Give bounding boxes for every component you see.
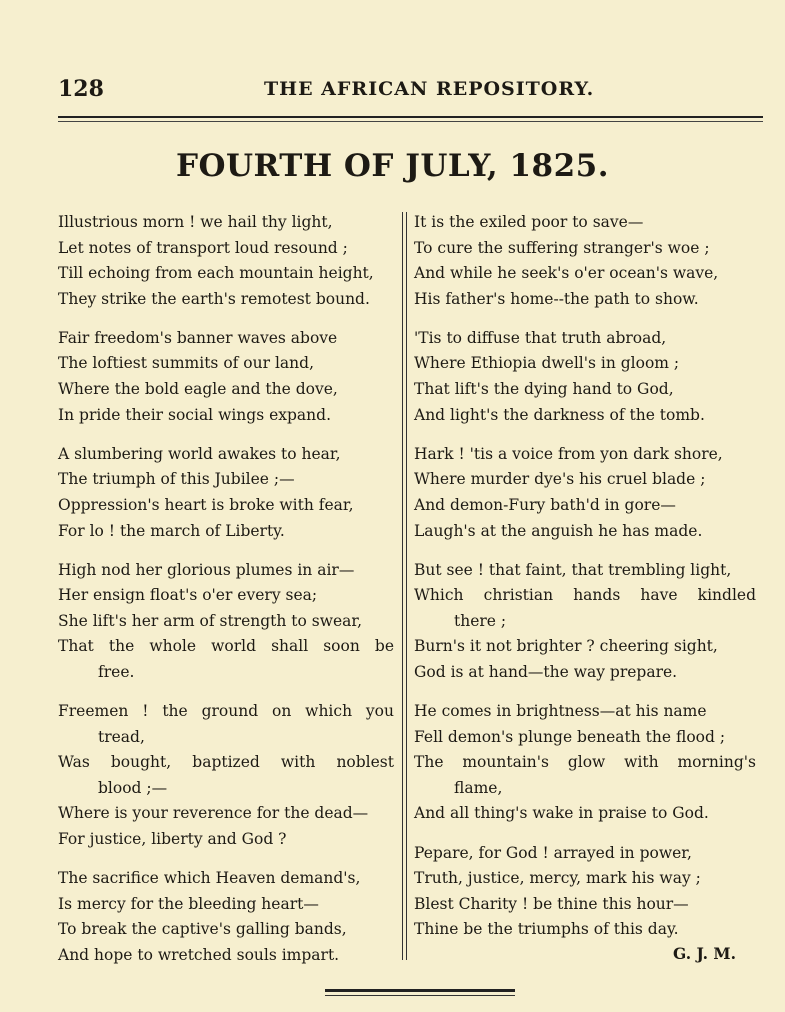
verse-line: And while he seek's o'er ocean's wave, <box>414 264 719 283</box>
verse-line: Freemen ! the ground on which you <box>58 702 394 721</box>
verse-line: For lo ! the march of Liberty. <box>58 521 285 540</box>
verse-line: Where murder dye's his cruel blade ; <box>414 470 706 489</box>
verse-line: She lift's her arm of strength to swear, <box>58 611 363 630</box>
stanza <box>414 699 756 827</box>
verse-line: Fell demon's plunge beneath the flood ; <box>414 727 726 746</box>
verse-line: The sacrifice which Heaven demand's, <box>58 869 361 888</box>
verse-line: Where the bold eagle and the dove, <box>58 380 338 399</box>
verse-line: High nod her glorious plumes in air— <box>58 560 355 579</box>
verse-line: But see ! that faint, that trembling light, <box>414 560 732 579</box>
left-column <box>58 210 394 982</box>
verse-line: Truth, justice, mercy, mark his way ; <box>414 869 701 888</box>
stanza <box>58 326 394 428</box>
verse-line: Where Ethiopia dwell's in gloom ; <box>414 354 680 373</box>
verse-line: Blest Charity ! be thine this hour— <box>414 894 689 913</box>
verse-line-continuation: free. <box>98 663 135 681</box>
footer-rule <box>325 989 515 992</box>
verse-line: And all thing's wake in praise to God. <box>414 804 709 823</box>
verse-line: Fair freedom's banner waves above <box>58 328 338 347</box>
verse-line: To break the captive's galling bands, <box>58 920 347 939</box>
header-rule-thin <box>58 121 763 122</box>
stanza <box>414 558 756 686</box>
verse-line: Was bought, baptized with noblest <box>58 753 394 772</box>
verse-line: Which christian hands have kindled <box>414 586 756 605</box>
verse-line: And hope to wretched souls impart. <box>58 945 340 964</box>
running-head: THE AFRICAN REPOSITORY. <box>264 78 595 100</box>
poem-title: FOURTH OF JULY, 1825. <box>175 148 610 184</box>
verse-line: And light's the darkness of the tomb. <box>414 405 705 424</box>
verse-line: Where is your reverence for the dead— <box>58 804 369 823</box>
stanza <box>58 699 394 853</box>
verse-line: And demon-Fury bath'd in gore— <box>414 495 676 514</box>
verse-line: Pepare, for God ! arrayed in power, <box>414 843 692 862</box>
verse-line: Laugh's at the anguish he has made. <box>414 521 703 540</box>
verse-line: The triumph of this Jubilee ;— <box>58 470 295 489</box>
page-number: 128 <box>58 76 104 102</box>
author-signature: G. J. M. <box>673 943 736 963</box>
verse-line: Thine be the triumphs of this day. <box>414 920 679 939</box>
stanza <box>414 442 756 544</box>
page-header <box>44 72 764 112</box>
verse-line: Hark ! 'tis a voice from yon dark shore, <box>414 444 723 463</box>
stanza <box>58 866 394 968</box>
verse-line: They strike the earth's remotest bound. <box>58 289 370 308</box>
verse-line: Illustrious morn ! we hail thy light, <box>58 213 333 231</box>
verse-line: He comes in brightness—at his name <box>414 702 707 721</box>
verse-line: Oppression's heart is broke with fear, <box>58 495 354 514</box>
verse-line: A slumbering world awakes to hear, <box>58 444 341 463</box>
right-column <box>414 210 756 980</box>
verse-line: His father's home--the path to show. <box>414 289 699 308</box>
verse-line: Burn's it not brighter ? cheering sight, <box>414 637 718 656</box>
verse-line: 'Tis to diffuse that truth abroad, <box>414 328 667 347</box>
verse-line-continuation: tread, <box>98 727 145 746</box>
verse-line: It is the exiled poor to save— <box>414 213 644 231</box>
footer-rule-thin <box>325 995 515 996</box>
header-rule <box>58 116 763 118</box>
verse-line: That lift's the dying hand to God, <box>414 380 674 399</box>
verse-line: Is mercy for the bleeding heart— <box>58 894 319 913</box>
verse-line: For justice, liberty and God ? <box>58 830 287 849</box>
verse-line-continuation: flame, <box>454 778 503 797</box>
verse-line: Till echoing from each mountain height, <box>58 264 374 283</box>
verse-line: Let notes of transport loud resound ; <box>58 238 348 257</box>
verse-line: Her ensign float's o'er every sea; <box>58 586 318 605</box>
verse-line-continuation: blood ;— <box>98 778 168 797</box>
stanza <box>414 326 756 428</box>
stanza <box>414 210 756 312</box>
verse-line: God is at hand—the way prepare. <box>414 663 678 681</box>
stanza <box>58 558 394 686</box>
column-divider <box>402 212 407 960</box>
verse-line-continuation: there ; <box>454 611 507 630</box>
stanza <box>414 841 756 967</box>
verse-line: The loftiest summits of our land, <box>58 354 314 373</box>
verse-line: In pride their social wings expand. <box>58 405 331 424</box>
stanza <box>58 442 394 544</box>
verse-line: To cure the suffering stranger's woe ; <box>414 238 710 257</box>
verse-line: The mountain's glow with morning's <box>414 753 756 772</box>
verse-line: That the whole world shall soon be <box>58 637 394 656</box>
stanza <box>58 210 394 312</box>
